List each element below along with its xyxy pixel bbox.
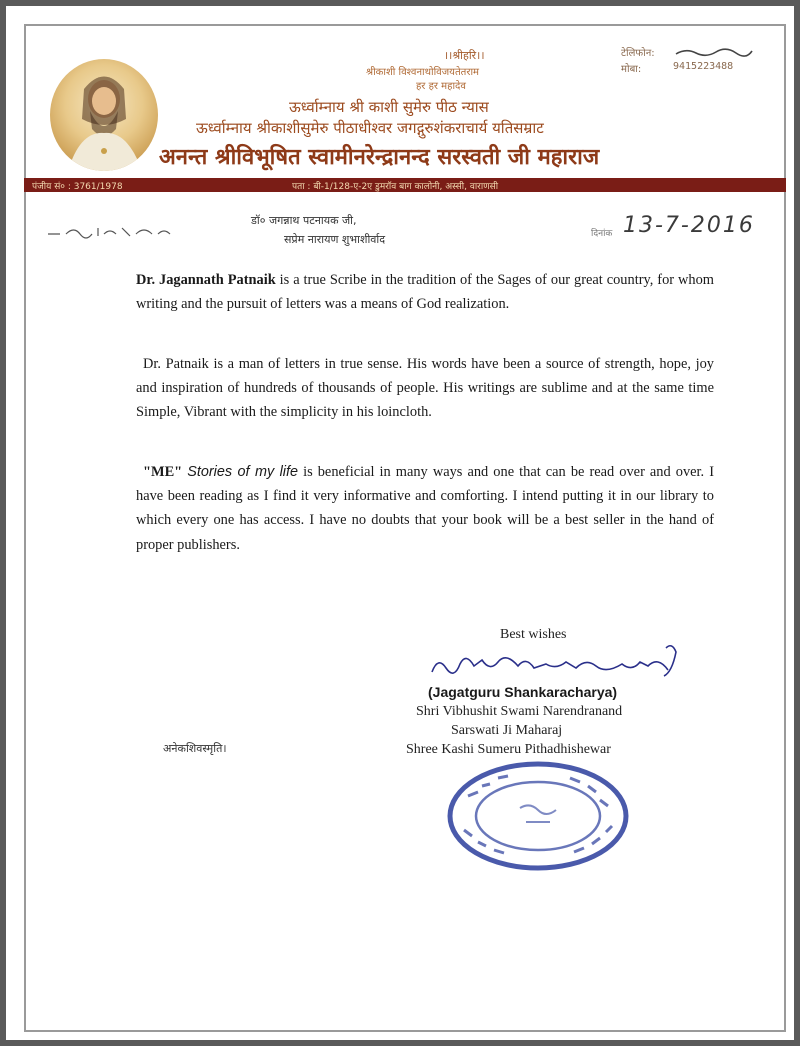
- paragraph-2: Dr. Patnaik is a man of letters in true sense. His words have been a source of strength, hope, joy and inspiration of hundreds of thousands of people. His writings are sublime and at the same time Simple, Vibrant with the simplicity in his loincloth.: [136, 356, 714, 421]
- handwritten-signature: [426, 642, 686, 682]
- signatory-title: (Jagatguru Shankaracharya): [428, 684, 618, 700]
- salutation: डॉ० जगन्नाथ पटनायक जी,: [251, 214, 357, 227]
- book-subtitle: Stories of my life: [187, 464, 299, 480]
- title-line: ऊर्ध्वाम्नाय श्रीकाशीसुमेरु पीठाधीश्वर जगद्गुरुशंकराचार्य यतिसम्राट: [196, 119, 544, 137]
- phone-number: 9415223488: [673, 61, 734, 72]
- closing-wishes: Best wishes: [500, 627, 567, 642]
- phone-label-2: मोबा:: [621, 64, 642, 75]
- paragraph-3: "ME" Stories of my life is beneficial in many ways and one that can be read over and over. I have been reading as I find it very informative and comforting. I intend putting it in our library to which every one has access. I have no doubts that your book will be a best seller in the hand of proper publishers.: [136, 464, 714, 553]
- letter-page: [6, 6, 794, 1040]
- address-banner: [24, 178, 786, 192]
- reference-number-scribble: [46, 224, 176, 240]
- date-label: दिनांक: [591, 229, 613, 239]
- guru-portrait: [50, 59, 158, 171]
- address-line: पता : बी-1/128-ए-2ए डुमरॉव बाग कालोनी, अस्सी, वाराणसी: [292, 182, 499, 192]
- footer-note: अनेकशिवस्मृति।: [163, 742, 227, 755]
- signatory-line-1: Shri Vibhushit Swami Narendranand: [416, 704, 623, 719]
- registration-number: पंजीय सं० : 3761/1978: [32, 182, 123, 192]
- header-subline-1: श्रीकाशी विश्वनाथोविजयतेतराम: [366, 67, 480, 78]
- official-seal: [438, 756, 638, 876]
- redacted-phone-scribble: [674, 46, 754, 58]
- book-title-me: "ME": [143, 464, 183, 480]
- paragraph-1: Dr. Jagannath Patnaik is a true Scribe in the tradition of the Sages of our great country, for whom writing and the pursuit of letters was a means of God realization.: [136, 272, 714, 313]
- blessing: सप्रेम नारायण शुभाशीर्वाद: [284, 233, 386, 246]
- recipient-name: Dr. Jagannath Patnaik: [136, 272, 276, 288]
- header-invocation: ।।श्रीहरि।।: [444, 49, 485, 62]
- header-subline-2: हर हर महादेव: [416, 81, 466, 92]
- date-value: 13-7-2016: [623, 213, 755, 238]
- swami-title: अनन्त श्रीविभूषित स्वामीनरेन्द्रानन्द सरस्वती जी महाराज: [159, 145, 600, 170]
- signatory-line-3: Shree Kashi Sumeru Pithadhishewar: [406, 742, 611, 757]
- signatory-line-2: Sarswati Ji Maharaj: [451, 723, 563, 738]
- phone-label-1: टेलिफोन:: [621, 48, 655, 59]
- trust-name: ऊर्ध्वाम्नाय श्री काशी सुमेरु पीठ न्यास: [289, 98, 489, 116]
